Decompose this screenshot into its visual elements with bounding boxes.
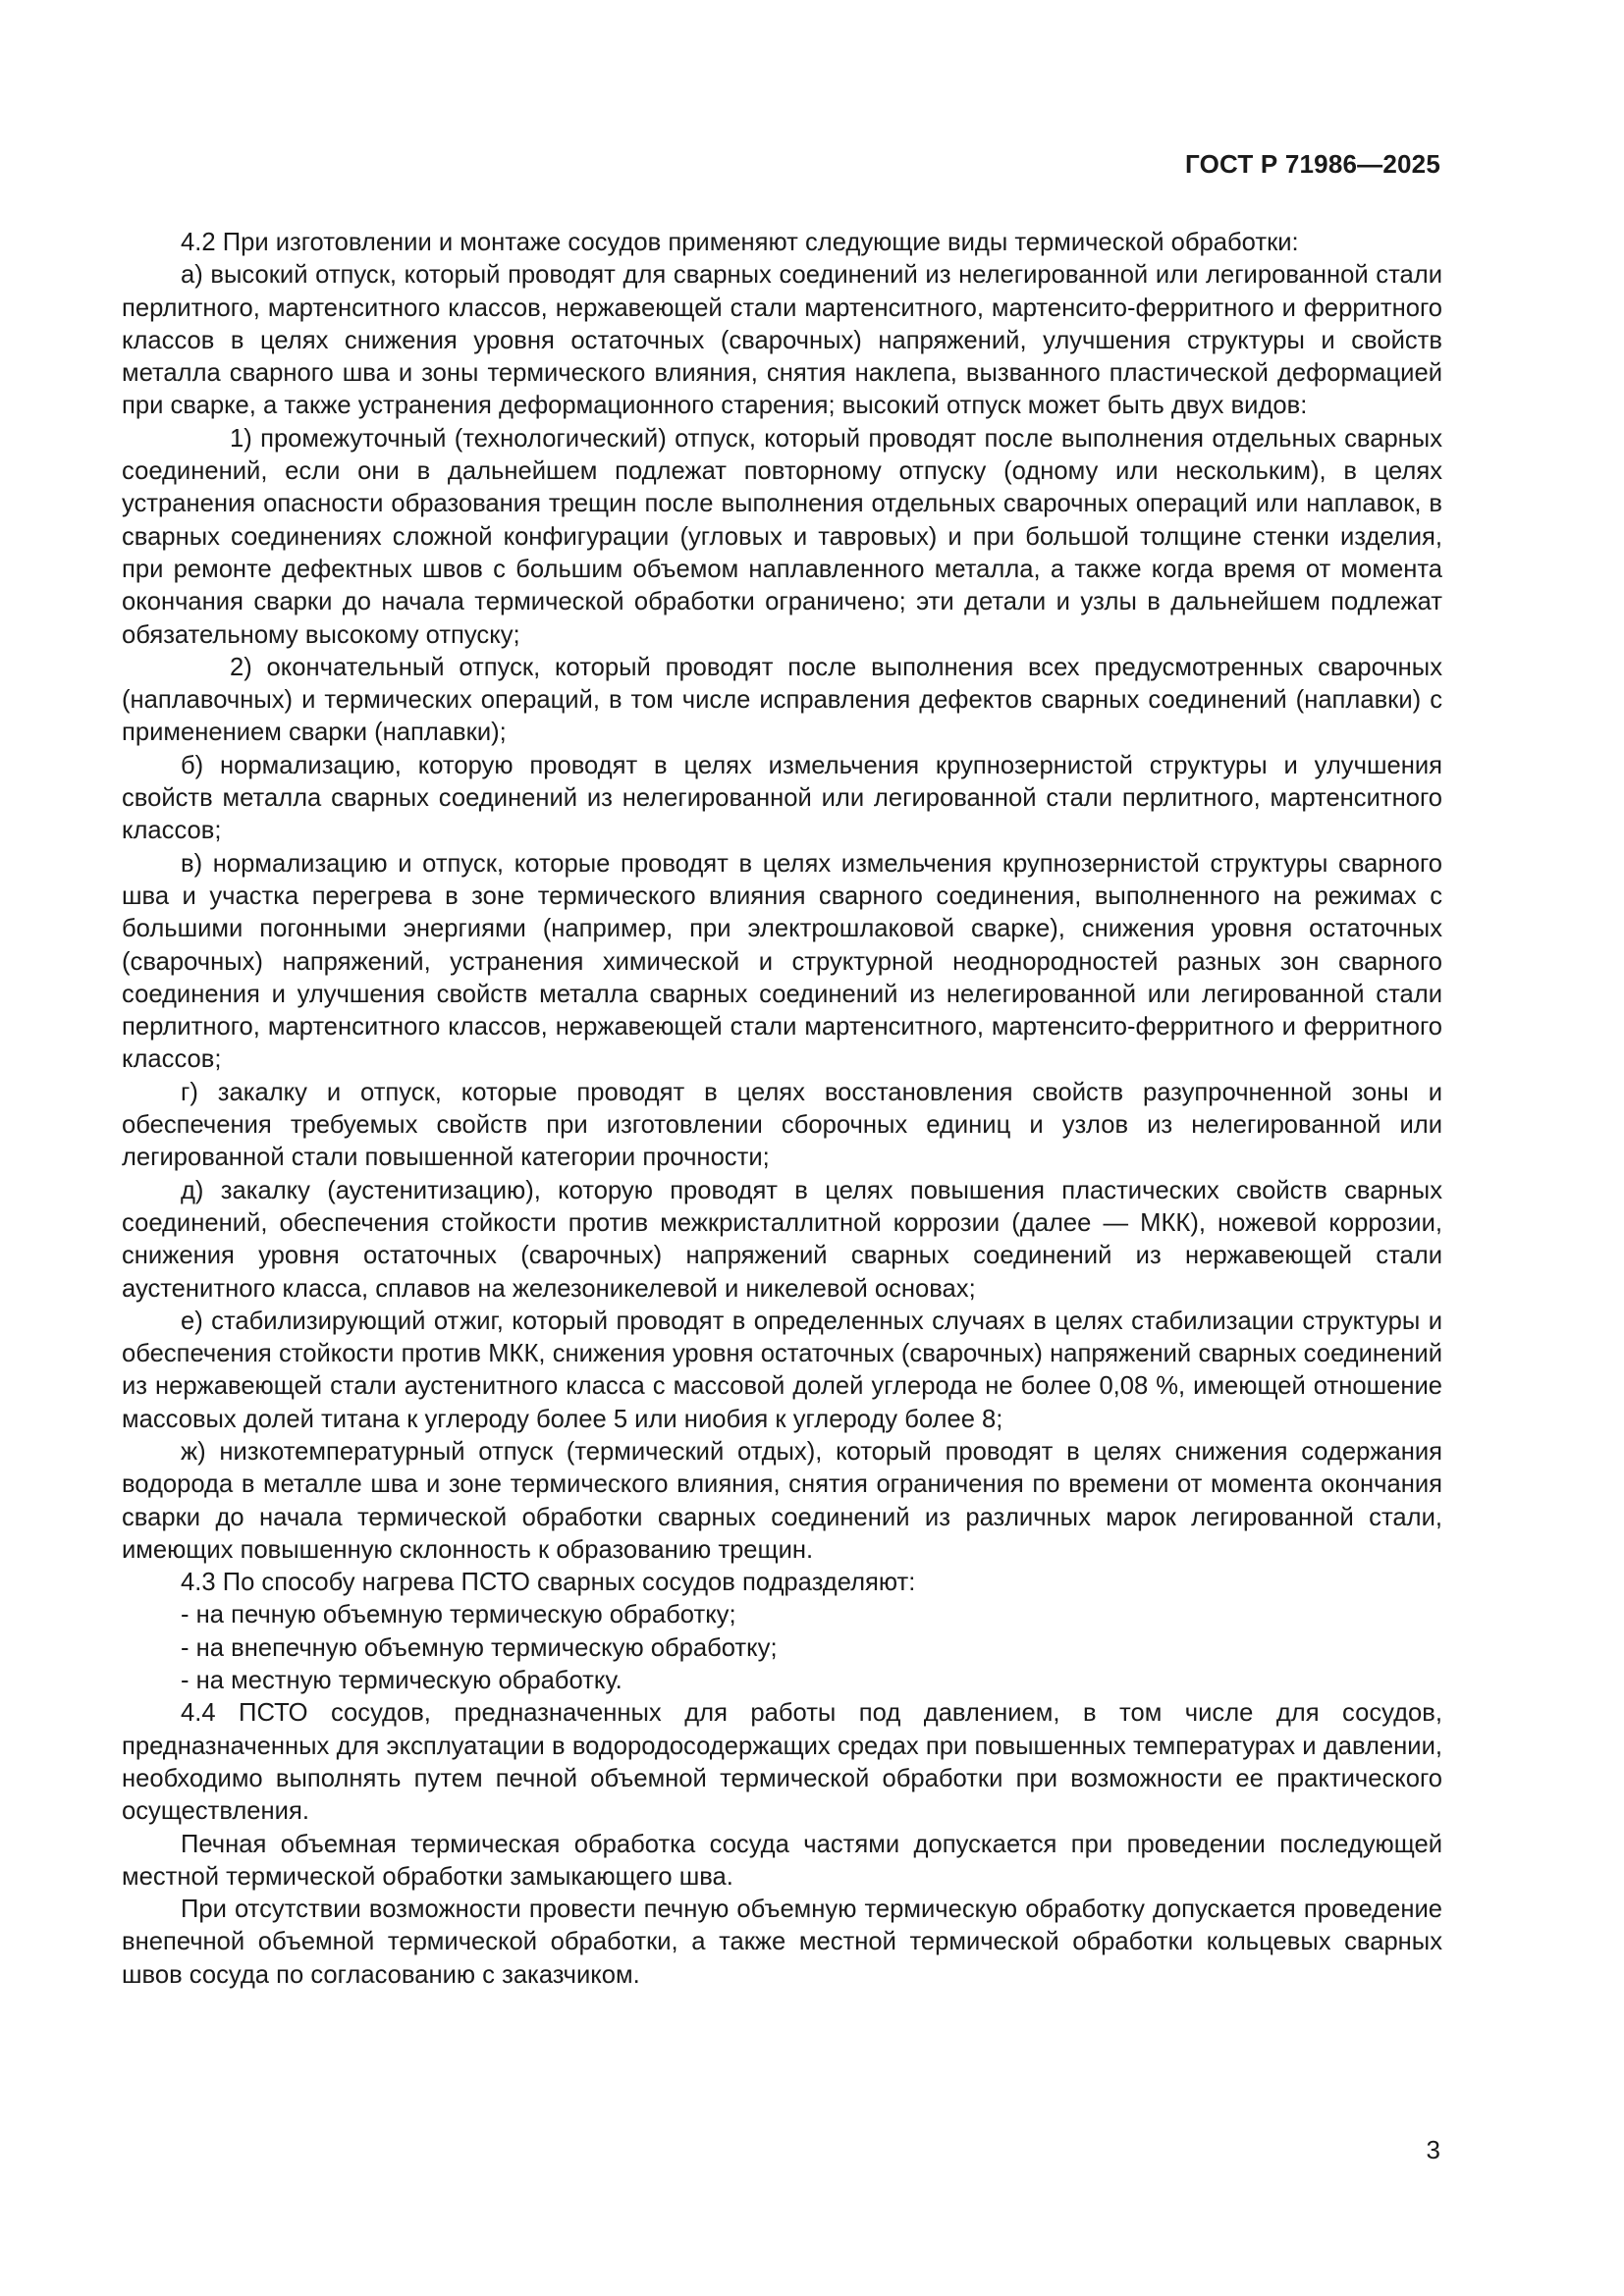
paragraph-item-e: е) стабилизирующий отжиг, который проводят в определенных случаях в целях стабилизации структуры и обеспечения стойкости против МКК, снижения уровня остаточных (сварочных) напряжений сварных соединений из нержавеющей стали аустенитного класса с массовой долей углерода не более 0,08 %, имеющей отношение массовых долей титана к углероду более 5 или ниобия к углероду более 8; (122, 1307, 1442, 1433)
paragraph-subitem-2: 2) окончательный отпуск, который проводят после выполнения всех предусмотренных сварочных (наплавочных) и термических операций, в том числе исправления дефектов сварных соединений (наплавки) с применением сварки (наплавки); (122, 653, 1442, 747)
paragraph-item-a: а) высокий отпуск, который проводят для сварных соединений из нелегированной или легированной стали перлитного, мартенситного классов, нержавеющей стали мартенситного, мартенсито-ферритного и ферритного классов в целях снижения уровня остаточных (сварочных) напряжений, улучшения структуры и свойств металла сварного шва и зоны термического влияния, снятия наклепа, вызванного пластической деформацией при сварке, а также устранения деформационного старения; высокий отпуск может быть двух видов: (122, 261, 1442, 420)
paragraph-item-zh: ж) низкотемпературный отпуск (термический отдых), который проводят в целях снижения содержания водорода в металле шва и зоне термического влияния, снятия ограничения по времени от момента окончания сварки до начала термической обработки сварных соединений из различных марок легированной стали, имеющих повышенную склонность к образованию трещин. (122, 1437, 1442, 1564)
list-item: - на местную термическую обработку. (181, 1667, 623, 1695)
document-body (122, 227, 1442, 1992)
paragraph-4-3: 4.3 По способу нагрева ПСТО сварных сосудов подразделяют: (181, 1569, 916, 1597)
list-item: - на внепечную объемную термическую обработку; (181, 1633, 778, 1662)
paragraph-item-g: г) закалку и отпуск, которые проводят в целях восстановления свойств разупрочненной зоны и обеспечения требуемых свойств при изготовлении сборочных единиц и узлов из нелегированной или легированной стали повышенной категории прочности; (122, 1078, 1442, 1172)
paragraph-4-4-note-1: Печная объемная термическая обработка сосуда частями допускается при проведении последующей местной термической обработки замыкающего шва. (122, 1830, 1442, 1891)
paragraph-item-b: б) нормализацию, которую проводят в целях измельчения крупнозернистой структуры и улучшения свойств металла сварных соединений из нелегированной или легированной стали перлитного, мартенситного классов; (122, 751, 1442, 845)
paragraph-item-v: в) нормализацию и отпуск, которые проводят в целях измельчения крупнозернистой структуры сварного шва и участка перегрева в зоне термического влияния сварного соединения, выполненного на режимах с большими погонными энергиями (например, при электрошлаковой сварке), снижения уровня остаточных (сварочных) напряжений, устранения химической и структурной неоднородностей разных зон сварного соединения и улучшения свойств металла сварных соединений из нелегированной или легированной стали перлитного, мартенситного классов, нержавеющей стали мартенситного, мартенсито-ферритного и ферритного классов; (122, 849, 1442, 1074)
paragraph-4-2: 4.2 При изготовлении и монтаже сосудов применяют следующие виды термической обработки: (181, 229, 1299, 256)
paragraph-subitem-1: 1) промежуточный (технологический) отпуск, который проводят после выполнения отдельных сварных соединений, если они в дальнейшем подлежат повторному отпуску (одному или нескольким), в целях устранения опасности образования трещин после выполнения отдельных сварочных операций или наплавок, в сварных соединениях сложной конфигурации (угловых и тавровых) и при большой толщине стенки изделия, при ремонте дефектных швов с большим объемом наплавленного металла, а также когда время от момента окончания сварки до начала термической обработки ограничено; эти детали и узлы в дальнейшем подлежат обязательному высокому отпуску; (122, 424, 1442, 649)
paragraph-4-4: 4.4 ПСТО сосудов, предназначенных для работы под давлением, в том числе для сосудов, предназначенных для эксплуатации в водородосодержащих средах при повышенных температурах и давлении, необходимо выполнять путем печной объемной термической обработки при возможности ее практического осуществления. (122, 1699, 1442, 1826)
document-code: ГОСТ Р 71986—2025 (1185, 149, 1440, 179)
paragraph-4-4-note-2: При отсутствии возможности провести печную объемную термическую обработку допускается проведение внепечной объемной термической обработки, а также местной термической обработки кольцевых сварных швов сосуда по согласованию с заказчиком. (122, 1896, 1442, 1989)
list-item: - на печную объемную термическую обработку; (181, 1601, 736, 1629)
page-number: 3 (1426, 2135, 1440, 2164)
paragraph-item-d: д) закалку (аустенитизацию), которую проводят в целях повышения пластических свойств сварных соединений, обеспечения стойкости против межкристаллитной коррозии (далее — МКК), ножевой коррозии, снижения уровня остаточных (сварочных) напряжений сварных соединений из нержавеющей стали аустенитного класса, сплавов на железоникелевой и никелевой основах; (122, 1176, 1442, 1303)
